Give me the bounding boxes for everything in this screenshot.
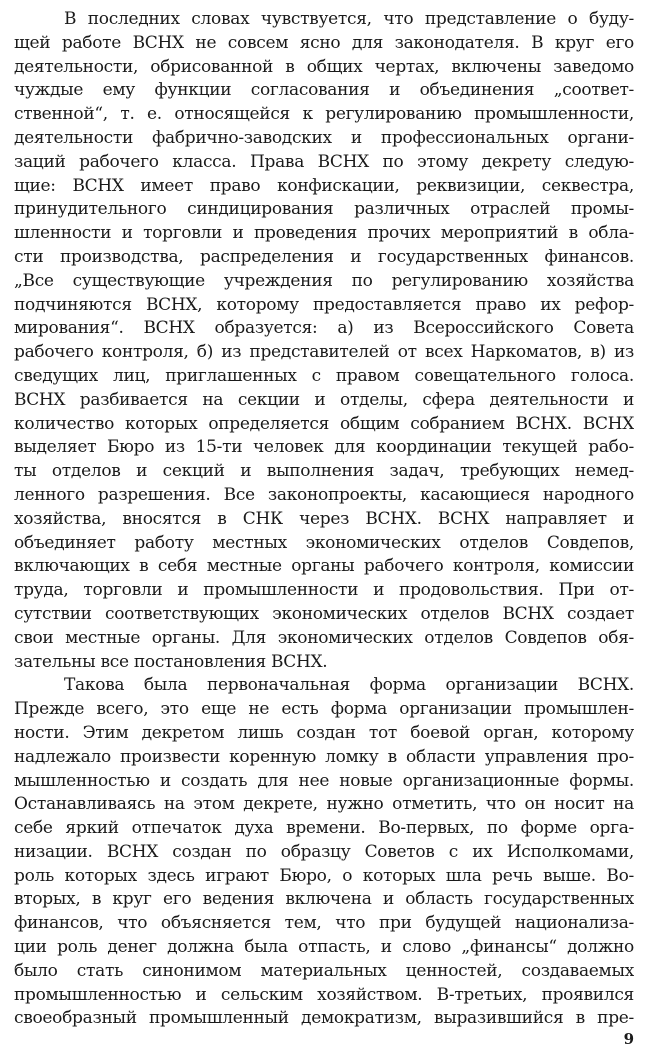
- text-line: низации. ВСНХ создан по образцу Советов с их Исполкомами,: [14, 841, 634, 862]
- text-line: ленного разрешения. Все законопроекты, касающиеся народного: [14, 484, 634, 505]
- text-line: деятельности, обрисованной в общих чертах, включены заведомо: [14, 56, 634, 77]
- text-line: деятельности фабрично-заводских и профессиональных органи-: [14, 127, 634, 148]
- text-line: В последних словах чувствуется, что представление о буду-: [64, 9, 634, 29]
- page-body: [14, 8, 634, 1031]
- text-line: заций рабочего класса. Права ВСНХ по этому декрету следую-: [14, 151, 634, 172]
- text-line: принудительного синдицирования различных отраслей промы-: [14, 199, 634, 220]
- text-line: включающих в себя местные органы рабочего контроля, комиссии: [14, 556, 634, 577]
- text-line: было стать синонимом материальных ценностей, создаваемых: [14, 960, 634, 981]
- text-line: надлежало произвести коренную ломку в области управления про-: [14, 746, 634, 767]
- text-line: чуждые ему функции согласования и объединения „соответ-: [14, 80, 634, 101]
- text-line: рабочего контроля, б) из представителей от всех Наркоматов, в) из: [14, 342, 634, 363]
- text-line: „Все существующие учреждения по регулированию хозяйства: [14, 270, 634, 291]
- text-line: роль которых здесь играют Бюро, о которых шла речь выше. Во-: [14, 865, 634, 886]
- text-line: щей работе ВСНХ не совсем ясно для законодателя. В круг его: [14, 32, 634, 53]
- text-line: ты отделов и секций и выполнения задач, требующих немед-: [14, 461, 634, 482]
- text-line: себе яркий отпечаток духа времени. Во-первых, по форме орга-: [14, 818, 634, 839]
- text-line: мышленностью и создать для нее новые организационные формы.: [14, 770, 634, 791]
- text-line: зательны все постановления ВСНХ.: [14, 651, 328, 672]
- text-line: ности. Этим декретом лишь создан тот боевой орган, которому: [14, 722, 634, 743]
- text-line: мирования“. ВСНХ образуется: а) из Всероссийского Совета: [14, 318, 634, 339]
- text-line: сутствии соответствующих экономических отделов ВСНХ создает: [14, 603, 634, 624]
- text-line: количество которых определяется общим собранием ВСНХ. ВСНХ: [14, 413, 634, 434]
- text-line: ственной“, т. е. относящейся к регулированию промышленности,: [14, 104, 634, 125]
- text-line: Прежде всего, это еще не есть форма организации промышлен-: [14, 699, 634, 720]
- text-line: подчиняются ВСНХ, которому предоставляется право их рефор-: [14, 294, 634, 315]
- paragraph-1: [14, 8, 634, 674]
- text-line: Такова была первоначальная форма организации ВСНХ.: [64, 675, 634, 696]
- text-line: вторых, в круг его ведения включена и область государственных: [14, 889, 634, 910]
- text-line: сведущих лиц, приглашенных с правом совещательного голоса.: [14, 365, 634, 386]
- text-line: промышленностью и сельским хозяйством. В-третьих, проявился: [14, 984, 634, 1005]
- text-line: труда, торговли и промышленности и продовольствия. При от-: [14, 580, 634, 601]
- text-line: свои местные органы. Для экономических отделов Совдепов обя-: [14, 627, 634, 648]
- text-line: Останавливаясь на этом декрете, нужно отметить, что он носит на: [14, 794, 634, 815]
- paragraph-2: [14, 674, 634, 1031]
- text-line: сти производства, распределения и государственных финансов.: [14, 246, 634, 267]
- text-line: шленности и торговли и проведения прочих мероприятий в обла-: [14, 223, 634, 244]
- text-line: хозяйства, вносятся в СНК через ВСНХ. ВСНХ направляет и: [14, 508, 634, 529]
- page-number: 9: [623, 1030, 634, 1048]
- text-line: ции роль денег должна была отпасть, и слово „финансы“ должно: [14, 937, 634, 958]
- text-line: щие: ВСНХ имеет право конфискации, реквизиции, секвестра,: [14, 175, 634, 196]
- text-line: своеобразный промышленный демократизм, выразившийся в пре-: [14, 1008, 634, 1029]
- text-line: финансов, что объясняется тем, что при будущей национализа-: [14, 913, 634, 934]
- text-line: объединяет работу местных экономических отделов Совдепов,: [14, 532, 634, 553]
- text-line: ВСНХ разбивается на секции и отделы, сфера деятельности и: [14, 389, 634, 410]
- text-line: выделяет Бюро из 15-ти человек для координации текущей рабо-: [14, 437, 634, 458]
